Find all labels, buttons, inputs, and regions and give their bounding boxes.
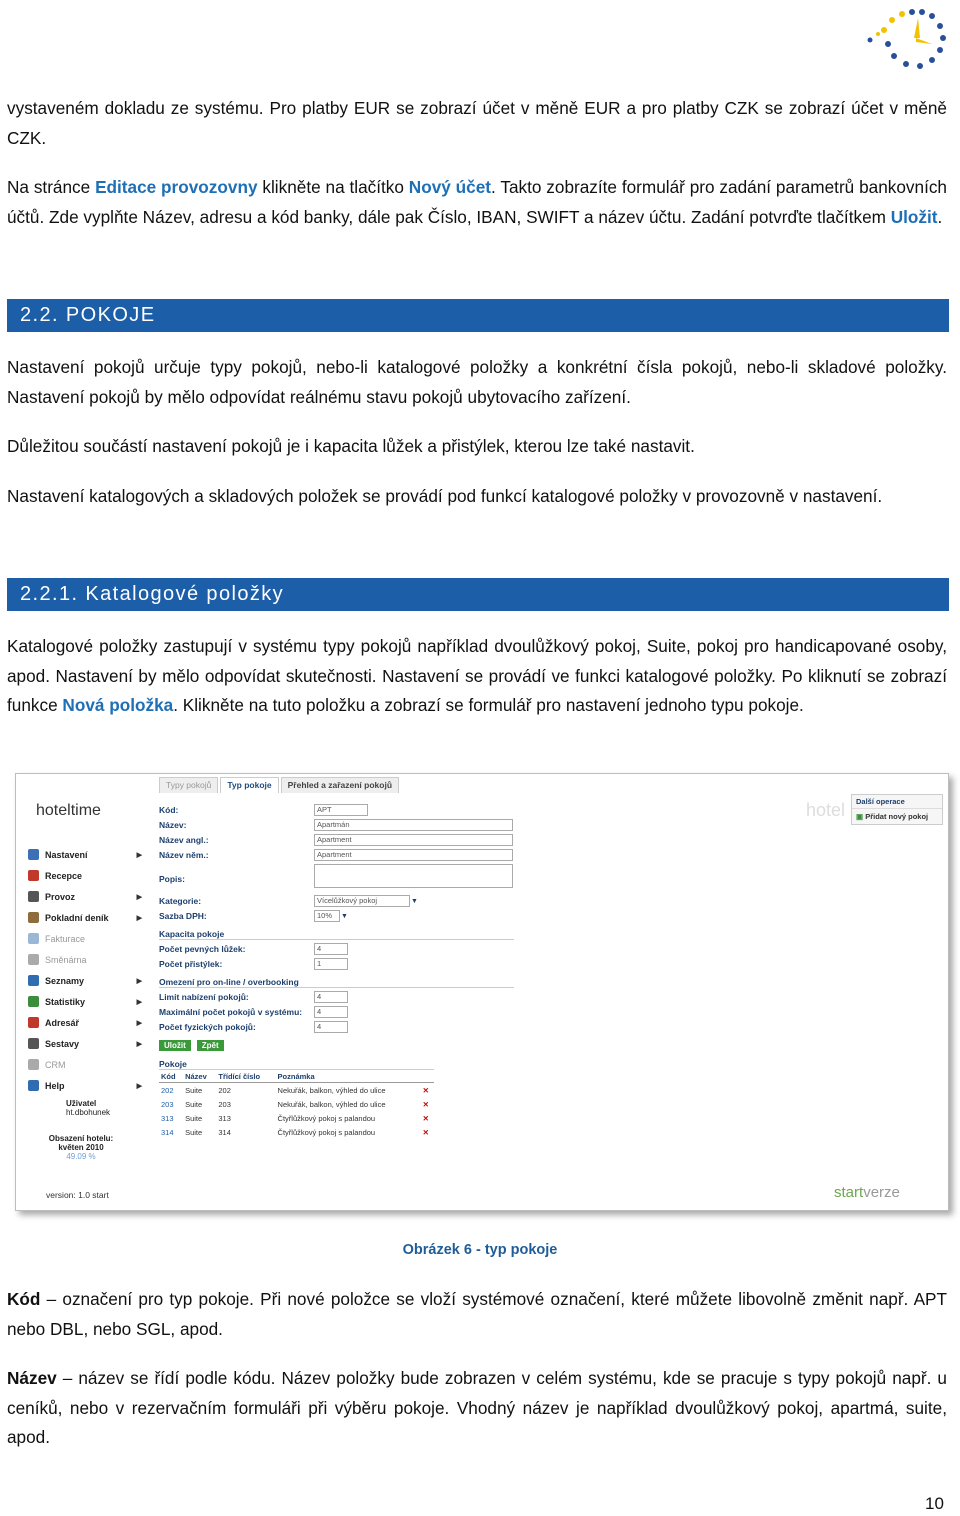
- rooms-table-header: [159, 1071, 434, 1083]
- user-box: [36, 1099, 110, 1117]
- chevron-right-icon: ▶: [136, 893, 142, 901]
- sazba-label: Sazba DPH:: [159, 911, 207, 921]
- section-heading-katalogove-polozky: 2.2.1. Katalogové položky: [7, 578, 949, 611]
- menu-item-icon: [28, 996, 39, 1007]
- limit-input[interactable]: 4: [314, 991, 348, 1003]
- nazev-angl-label: Název angl.:: [159, 835, 209, 845]
- sidebar-item-label: Statistiky: [45, 996, 86, 1007]
- kategorie-select[interactable]: Vícelůžkový pokoj: [314, 895, 410, 907]
- nazev-row: [159, 819, 513, 831]
- pokoje-paragraph-3: Nastavení katalogových a skladových položek se provádí pod funkcí katalogové položky v provozovně v nastavení.: [7, 486, 883, 506]
- room-sort-cell: 203: [218, 1099, 231, 1109]
- popis-label: Popis:: [159, 874, 185, 884]
- menu-item-icon: [28, 1059, 39, 1070]
- tab-typy-pokoju[interactable]: Typy pokojů: [159, 777, 218, 793]
- omezeni-section-title: Omezení pro on-line / overbooking: [159, 977, 514, 988]
- occupancy-month: květen 2010: [58, 1143, 104, 1152]
- kategorie-label: Kategorie:: [159, 896, 202, 906]
- max-label: Maximální počet pokojů v systému:: [159, 1007, 303, 1017]
- fyz-input[interactable]: 4: [314, 1021, 348, 1033]
- nazev-nem-row: [159, 849, 513, 861]
- form-buttons: [159, 1040, 230, 1051]
- nazev-nem-label: Název něm.:: [159, 850, 209, 860]
- startverze-verze: verze: [863, 1184, 900, 1201]
- pevnych-row: [159, 943, 348, 955]
- delete-icon[interactable]: ✕: [422, 1099, 429, 1109]
- text-run: . Takto zobrazíte formulář pro zadání parametrů bankovních účtů. Zde vyplňte Název, adresu a kód banky, dále pak Číslo, IBAN, SWIFT a název účtu. Zadání potvrďte tlačítkem: [7, 177, 947, 227]
- pevnych-label: Počet pevných lůžek:: [159, 944, 246, 954]
- pristylek-label: Počet přistýlek:: [159, 959, 223, 969]
- def-kod-term: Kód: [7, 1289, 41, 1309]
- max-row: [159, 1006, 348, 1018]
- chevron-down-icon[interactable]: ▼: [411, 897, 418, 905]
- room-name-cell: Suite: [185, 1099, 203, 1109]
- pristylek-row: [159, 958, 348, 970]
- app-menu: [28, 844, 148, 1096]
- room-name-cell: Suite: [185, 1113, 203, 1123]
- sidebar-item[interactable]: [28, 1012, 148, 1033]
- limit-label: Limit nabízení pokojů:: [159, 992, 249, 1002]
- occupancy-pct: 49.09 %: [66, 1152, 96, 1161]
- menu-item-icon: [28, 849, 39, 860]
- room-code-cell[interactable]: 203: [161, 1099, 174, 1109]
- sidebar-item-label: Nastavení: [45, 849, 88, 860]
- table-row[interactable]: [159, 1083, 434, 1098]
- startverze-logo: [834, 1184, 900, 1201]
- max-input[interactable]: 4: [314, 1006, 348, 1018]
- table-row[interactable]: [159, 1097, 434, 1111]
- editace-provozovny-link: Editace provozovny: [95, 177, 258, 197]
- startverze-start: start: [834, 1184, 864, 1201]
- sidebar-item[interactable]: [28, 907, 148, 928]
- sidebar-item-label: Fakturace: [45, 933, 86, 944]
- chevron-right-icon: ▶: [136, 998, 142, 1006]
- novy-ucet-link: Nový účet: [408, 177, 492, 197]
- room-note-cell: Nekuřák, balkon, výhled do ulice: [277, 1099, 386, 1109]
- nazev-nem-input[interactable]: Apartment: [314, 849, 513, 861]
- text-run: Katalogové položky zastupují v systému typy pokojů například dvoulůžkový pokoj, Suite, pokoj pro handicapované osoby, apod. Nastavení by mělo odpovídat skutečnosti. Nastavení se provádí ve funkci katalogové položky. Po kliknutí se zobrazí funkce: [7, 636, 947, 715]
- kod-input[interactable]: APT: [314, 804, 368, 816]
- back-button[interactable]: Zpět: [197, 1040, 224, 1051]
- nazev-label: Název:: [159, 820, 187, 830]
- menu-item-icon: [28, 975, 39, 986]
- sidebar-item-label: Adresář: [45, 1017, 80, 1028]
- intro-text: vystaveném dokladu ze systému. Pro platby EUR se zobrazí účet v měně EUR a pro platby CZK se zobrazí účet v měně CZK.: [7, 98, 947, 148]
- def-kod-paragraph: [7, 1285, 947, 1344]
- sidebar-item-label: CRM: [45, 1059, 66, 1070]
- app-tabs: [159, 777, 401, 793]
- chevron-right-icon: ▶: [136, 1040, 142, 1048]
- rooms-table: [159, 1071, 434, 1139]
- sidebar-item-label: Recepce: [45, 870, 83, 881]
- occupancy-box: [46, 1134, 116, 1161]
- fyz-label: Počet fyzických pokojů:: [159, 1022, 256, 1032]
- katalogove-paragraph: [7, 632, 947, 721]
- ulozit-link: Uložit: [890, 206, 938, 227]
- menu-item-icon: [28, 891, 39, 902]
- popis-row: [159, 864, 513, 888]
- kod-label: Kód:: [159, 805, 179, 815]
- text-run: Na stránce: [7, 177, 96, 197]
- tab-prehled-pokoju[interactable]: Přehled a zařazení pokojů: [281, 777, 399, 793]
- sidebar-item-label: Provoz: [45, 891, 76, 902]
- room-name-cell: Suite: [185, 1085, 203, 1095]
- limit-row: [159, 991, 348, 1003]
- app-sidebar: [16, 774, 154, 1210]
- room-name-cell: Suite: [185, 1127, 203, 1137]
- def-nazev-text: – název se řídí podle kódu. Název položky bude zobrazen v celém systému, kde se pracuje s typy pokojů např. u ceníků, nebo v rezervačním formuláři při výběru pokoje. Vhodný název je například dvoulůžkový pokoj, apartmá, suite, apod.: [7, 1368, 947, 1447]
- col-poznamka: Poznámka: [276, 1071, 421, 1083]
- menu-item-icon: [28, 1080, 39, 1091]
- sidebar-item[interactable]: [28, 949, 148, 970]
- text-run: klikněte na tlačítko: [257, 177, 409, 197]
- popis-textarea[interactable]: [314, 864, 513, 888]
- text-run: . Klikněte na tuto položku a zobrazí se formulář pro nastavení jednoho typu pokoje.: [173, 695, 804, 715]
- def-nazev-term: Název: [7, 1368, 57, 1388]
- room-code-cell[interactable]: 314: [161, 1127, 174, 1137]
- col-nazev: Název: [183, 1071, 216, 1083]
- table-row[interactable]: [159, 1125, 434, 1139]
- occupancy-title: Obsazení hotelu:: [48, 1134, 114, 1143]
- sidebar-item[interactable]: [28, 865, 148, 886]
- room-note-cell: Nekuřák, balkon, výhled do ulice: [277, 1085, 386, 1095]
- room-sort-cell: 313: [218, 1113, 231, 1123]
- col-kod: Kód: [159, 1071, 183, 1083]
- fyz-row: [159, 1021, 348, 1033]
- pevnych-input[interactable]: 4: [314, 943, 348, 955]
- version-label: version: 1.0 start: [46, 1190, 109, 1200]
- menu-item-icon: [28, 1038, 39, 1049]
- sidebar-item[interactable]: [28, 1054, 148, 1075]
- add-room-button[interactable]: [852, 809, 942, 824]
- sidebar-item-label: Seznamy: [45, 975, 85, 986]
- chevron-right-icon: ▶: [136, 1082, 142, 1090]
- pokoje-paragraph-2: Důležitou součástí nastavení pokojů je i kapacita lůžek a přistýlek, kterou lze také nastavit.: [7, 436, 695, 456]
- def-nazev-paragraph: [7, 1364, 947, 1453]
- user-label: Uživatel: [66, 1099, 97, 1108]
- kapacita-section-title: Kapacita pokoje: [159, 929, 514, 940]
- figure-caption: Obrázek 6 - typ pokoje: [402, 1242, 558, 1258]
- user-name: ht.dbohunek: [66, 1108, 111, 1117]
- app-screenshot-figure: [15, 773, 949, 1211]
- operations-panel: [851, 794, 943, 825]
- sidebar-item-label: Sestavy: [45, 1038, 80, 1049]
- room-sort-cell: 202: [218, 1085, 231, 1095]
- room-code-cell[interactable]: 313: [161, 1113, 174, 1123]
- chevron-right-icon: ▶: [136, 977, 142, 985]
- menu-item-icon: [28, 912, 39, 923]
- section-heading-pokoje: 2.2. POKOJE: [7, 299, 949, 332]
- table-row[interactable]: [159, 1111, 434, 1125]
- tab-typ-pokoje[interactable]: Typ pokoje: [220, 777, 278, 793]
- sidebar-item[interactable]: [28, 886, 148, 907]
- sidebar-item[interactable]: [28, 970, 148, 991]
- menu-item-icon: [28, 954, 39, 965]
- room-code-cell[interactable]: 202: [161, 1085, 174, 1095]
- sazba-select[interactable]: 10%: [314, 910, 340, 922]
- room-sort-cell: 314: [218, 1127, 231, 1137]
- sidebar-item-label: Směnárna: [45, 954, 87, 965]
- nazev-angl-row: [159, 834, 513, 846]
- menu-item-icon: [28, 933, 39, 944]
- kategorie-row: [159, 895, 418, 907]
- kod-row: [159, 804, 368, 816]
- rooms-section-title: Pokoje: [159, 1059, 434, 1070]
- sidebar-item[interactable]: [28, 991, 148, 1012]
- add-room-label: Přidat nový pokoj: [865, 812, 929, 821]
- pristylek-input[interactable]: 1: [314, 958, 348, 970]
- nazev-input[interactable]: Apartmán: [314, 819, 513, 831]
- sidebar-item-label: Help: [45, 1080, 65, 1091]
- operations-title: Další operace: [852, 795, 942, 809]
- col-actions: [421, 1071, 434, 1083]
- chevron-down-icon[interactable]: ▼: [341, 912, 348, 920]
- chevron-right-icon: ▶: [136, 851, 142, 859]
- hoteltime-logo: hoteltime: [36, 802, 101, 819]
- room-note-cell: Čtyřlůžkový pokoj s palandou: [277, 1127, 376, 1137]
- def-kod-text: – označení pro typ pokoje. Při nové položce se vloží systémové označení, které můžete libovolně změnit např. APT nebo DBL, nebo SGL, apod.: [7, 1289, 947, 1339]
- delete-icon[interactable]: ✕: [422, 1113, 429, 1123]
- page-number: 10: [925, 1494, 944, 1513]
- menu-item-icon: [28, 870, 39, 881]
- hotel-watermark: hotel: [806, 800, 846, 820]
- save-button[interactable]: Uložit: [159, 1040, 191, 1051]
- room-note-cell: Čtyřlůžkový pokoj s palandou: [277, 1113, 376, 1123]
- clock-logo-icon: [858, 4, 950, 72]
- add-icon: ▣: [856, 812, 864, 821]
- intro-paragraph: [7, 94, 947, 153]
- delete-icon[interactable]: ✕: [422, 1085, 429, 1095]
- sidebar-item[interactable]: [28, 1033, 148, 1054]
- sidebar-item-label: Pokladní deník: [45, 912, 109, 923]
- new-account-paragraph: [7, 173, 947, 232]
- sidebar-item[interactable]: [28, 928, 148, 949]
- menu-item-icon: [28, 1017, 39, 1028]
- sazba-row: [159, 910, 348, 922]
- nazev-angl-input[interactable]: Apartment: [314, 834, 513, 846]
- delete-icon[interactable]: ✕: [422, 1127, 429, 1137]
- nova-polozka-link: Nová položka: [62, 695, 174, 715]
- chevron-right-icon: ▶: [136, 1019, 142, 1027]
- text-run: .: [937, 206, 943, 227]
- sidebar-item[interactable]: [28, 1075, 148, 1096]
- pokoje-paragraph-1: Nastavení pokojů určuje typy pokojů, nebo-li katalogové položky a konkrétní čísla pokojů, nebo-li skladové položky. Nastavení pokojů by mělo odpovídat reálnému stavu pokojů ubytovacího zařízení.: [7, 357, 947, 407]
- chevron-right-icon: ▶: [136, 914, 142, 922]
- sidebar-item[interactable]: [28, 844, 148, 865]
- col-tridici: Třídící číslo: [216, 1071, 275, 1083]
